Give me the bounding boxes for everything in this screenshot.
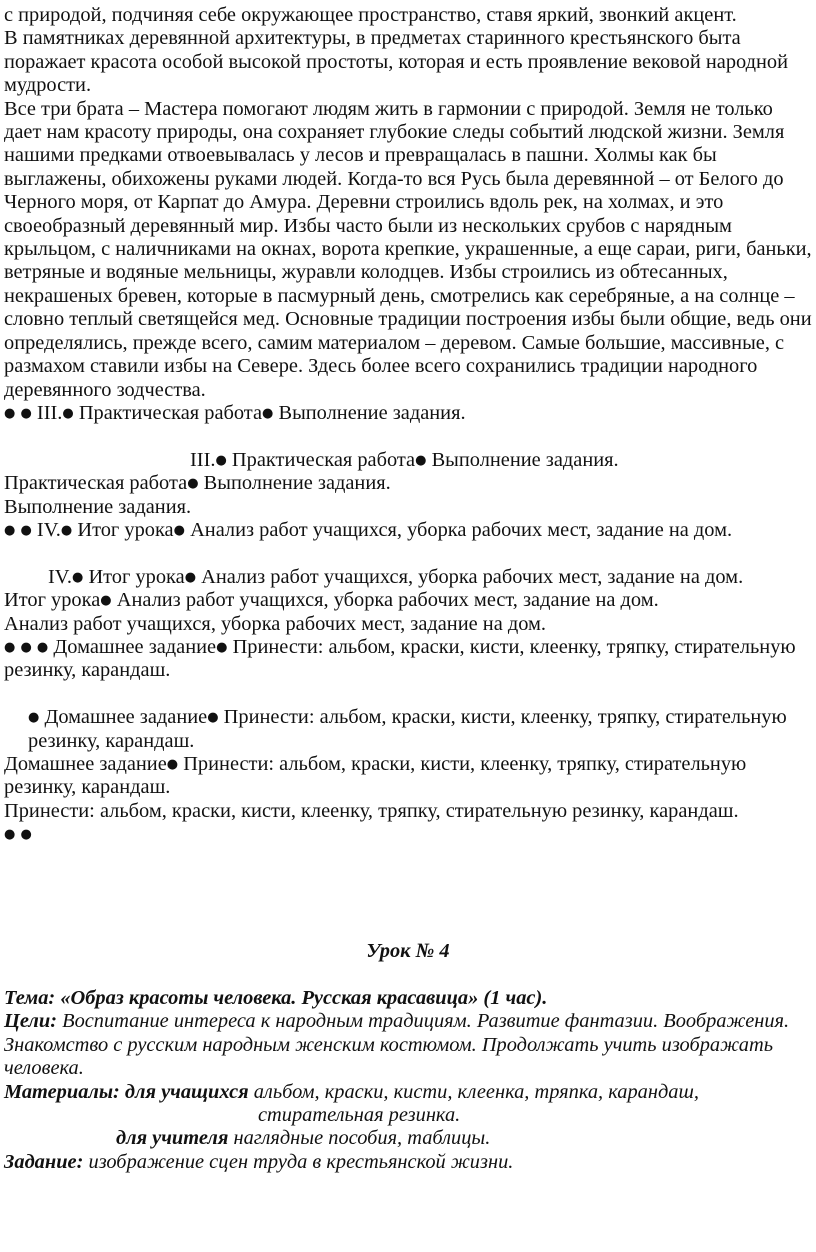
task-text: изображение сцен труда в крестьянской жизни. — [88, 1150, 514, 1173]
students-label: для учащихся — [124, 1080, 249, 1103]
bullet-icon: ● — [100, 593, 112, 609]
homework-text: Принести: альбом, краски, кисти, клеенку, тряпку, стирательную резинку, карандаш. — [4, 635, 796, 682]
section3-heading — [4, 449, 812, 472]
teacher-label: для учителя — [116, 1127, 229, 1150]
goals-label: Цели: — [4, 1010, 57, 1033]
bullet-icon: ● — [28, 710, 40, 726]
section4-roman: IV. — [48, 565, 72, 588]
bullet-icon: ● — [36, 639, 49, 655]
lesson-task — [4, 1151, 812, 1174]
intro-paragraph-brothers: Все три брата – Мастера помогают людям жить в гармонии с природой. Земля не только дает нам красоту природы, она сохраняет глубокие следы событий людской жизни. Земля нашими предками отвоевывалась у лесов и превращалась в пашни. Холмы как бы выглажены, обихожены руками людей. Когда-то вся Русь была деревянной – от Белого до Черного моря, от Карпат до Амура. Деревни строились вдоль рек, на холмах, и это своеобразный деревянный мир. Избы часто были из нескольких срубов с нарядным крыльцом, с наличниками на окнах, ворота крепкие, украшенные, а еще сараи, риги, баньки, ветряные и водяные мельницы, журавли колодцев. Избы строились из обтесанных, некрашеных бревен, которые в пасмурный день, смотрелись как серебряные, а на солнце – словно теплый светящейся мед. Основные традиции построения избы были общие, ведь они определялись, прежде всего, самим материалом – деревом. Самые большие, массивные, с размахом ставили избы на Севере. Здесь более всего сохранились традиции народного деревянного зодчества. — [4, 97, 812, 401]
students-text: альбом, краски, кисти, клеенка, тряпка, карандаш, — [253, 1080, 699, 1103]
section4-title: Итог урока — [4, 589, 101, 612]
lesson-topic — [4, 987, 812, 1010]
section3-roman: III. — [36, 401, 63, 424]
task-label: Задание: — [4, 1150, 84, 1173]
topic-text: «Образ красоты человека. Русская красавица» (1 час). — [60, 986, 548, 1009]
section4-text: Анализ работ учащихся, уборка рабочих мест, задание на дом. — [190, 518, 733, 541]
homework-outline — [4, 636, 812, 683]
lesson-materials-students — [4, 1081, 812, 1104]
teacher-text: наглядные пособия, таблицы. — [233, 1127, 491, 1150]
bullet-icon: ● — [4, 405, 16, 421]
homework-title: Домашнее задание — [44, 706, 208, 729]
section4-text: Анализ работ учащихся, уборка рабочих мест, задание на дом. — [201, 565, 744, 588]
section3-subline — [4, 472, 812, 495]
section4-subline — [4, 589, 812, 612]
bullet-icon: ● — [71, 569, 84, 585]
homework-text: Принести: альбом, краски, кисти, клеенку, тряпку, стирательную резинку, карандаш. — [28, 706, 787, 752]
bullet-icon: ● — [20, 827, 32, 843]
trailing-bullets — [4, 823, 812, 846]
homework-text: Принести: альбом, краски, кисти, клеенку, тряпку, стирательную резинку, карандаш. — [4, 752, 747, 799]
section3-text: Выполнение задания. — [278, 401, 466, 424]
homework-subline — [4, 753, 812, 800]
bullet-icon: ● — [20, 405, 32, 421]
homework-heading — [4, 706, 812, 753]
bullet-icon: ● — [4, 639, 16, 655]
bullet-icon: ● — [166, 756, 179, 772]
bullet-icon: ● — [4, 522, 16, 538]
intro-paragraph-architecture: В памятниках деревянной архитектуры, в предметах старинного крестьянского быта поражает красота особой высокой простоты, которая и есть проявление вековой народной мудрости. — [4, 27, 789, 97]
section3-body: Выполнение задания. — [4, 495, 192, 518]
bullet-icon: ● — [184, 569, 197, 585]
bullet-icon: ● — [207, 710, 219, 726]
bullet-icon: ● — [4, 827, 16, 843]
bullet-icon: ● — [415, 452, 427, 468]
homework-title: Домашнее задание — [4, 752, 167, 775]
section3-text: Выполнение задания. — [431, 448, 619, 471]
bullet-icon: ● — [187, 476, 199, 492]
intro-line: с природой, подчиняя себе окружающее пространство, ставя яркий, звонкий акцент. — [4, 4, 737, 26]
bullet-icon: ● — [60, 522, 73, 538]
section3-text: Выполнение задания. — [203, 472, 391, 495]
section4-text: Анализ работ учащихся, уборка рабочих мест, задание на дом. — [116, 589, 659, 612]
section4-body: Анализ работ учащихся, уборка рабочих мест, задание на дом. — [4, 612, 547, 635]
section4-title: Итог урока — [88, 565, 185, 588]
lesson-goals — [4, 1010, 812, 1080]
section3-outline — [4, 402, 812, 425]
topic-label: Тема: — [4, 986, 56, 1009]
section3-title: Практическая работа — [4, 472, 188, 495]
section3-title: Практическая работа — [231, 448, 416, 471]
section4-roman: IV. — [36, 518, 61, 541]
bullet-icon: ● — [173, 522, 185, 538]
section3-title: Практическая работа — [78, 401, 263, 424]
goals-text: Воспитание интереса к народным традициям. Развитие фантазии. Воображения. Знакомство с русским народным женским костюмом. Продолжать учить изображать человека. — [4, 1010, 790, 1080]
bullet-icon: ● — [62, 405, 74, 421]
homework-title: Домашнее задание — [53, 635, 217, 658]
section3-roman: III. — [190, 448, 216, 471]
lesson-heading: Урок № 4 — [366, 940, 450, 963]
homework-body: Принести: альбом, краски, кисти, клеенку, тряпку, стирательную резинку, карандаш. — [4, 799, 739, 822]
bullet-icon: ● — [262, 405, 274, 421]
bullet-icon: ● — [20, 522, 32, 538]
bullet-icon: ● — [216, 639, 228, 655]
section4-heading — [4, 566, 812, 589]
bullet-icon: ● — [20, 639, 32, 655]
students-text-continued: стирательная резинка. — [258, 1103, 461, 1126]
materials-label: Материалы: — [4, 1080, 120, 1103]
section4-outline — [4, 519, 812, 542]
lesson-materials-teacher — [4, 1127, 812, 1150]
bullet-icon: ● — [215, 452, 227, 468]
section4-title: Итог урока — [77, 518, 174, 541]
